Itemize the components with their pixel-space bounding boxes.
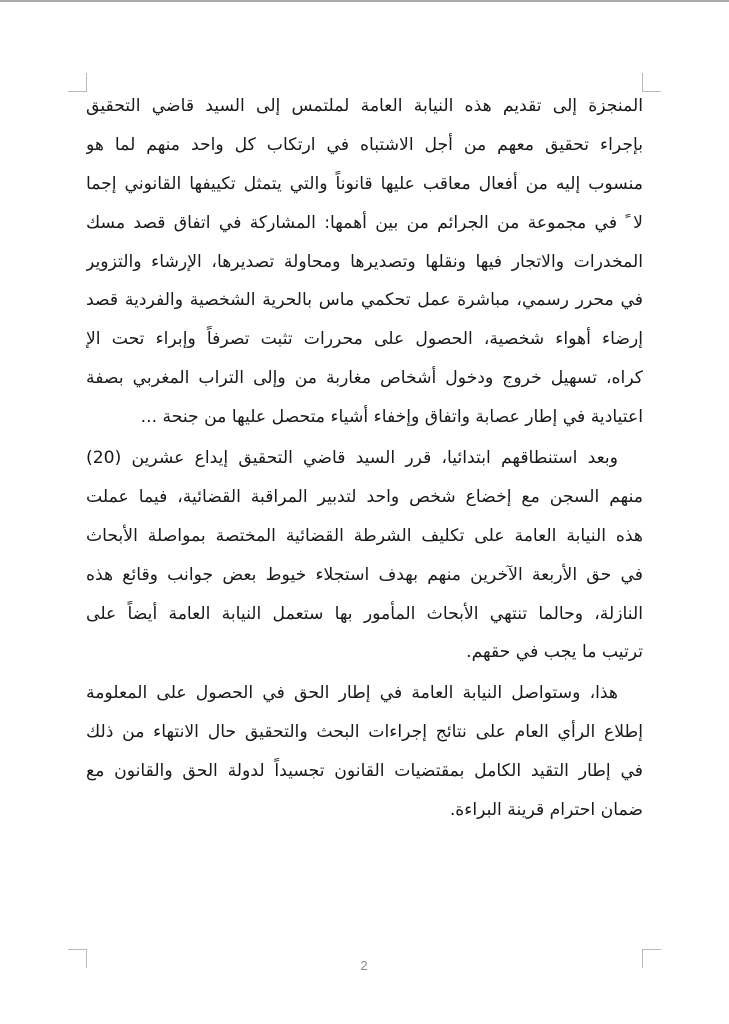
paragraph-1 bbox=[86, 87, 643, 437]
document-body[interactable] bbox=[86, 87, 643, 830]
text-line: ضمان احترام قرينة البراءة. bbox=[449, 800, 643, 821]
text-line: منهم السجن مع إخضاع شخص واحد لتدبير المراقبة القضائية، فيما عملت bbox=[86, 486, 643, 507]
text-line: منسوب إليه من أفعال معاقب عليها قانوناً والتي يتمثل تكييفها القانوني إجما bbox=[86, 173, 643, 194]
text-line: النازلة، وحالما تنتهي الأبحاث المأمور بها ستعمل النيابة العامة أيضاً على bbox=[86, 603, 643, 624]
text-line: هذه النيابة العامة على تكليف الشرطة القضائية المختصة بمواصلة الأبحاث bbox=[86, 525, 643, 546]
window-top-edge bbox=[0, 0, 729, 2]
text-line: المنجزة إلى تقديم هذه النيابة العامة لملتمس إلى السيد قاضي التحقيق bbox=[86, 96, 643, 116]
paragraph-2 bbox=[86, 439, 643, 672]
text-line: المخدرات والاتجار فيها ونقلها وتصديرها ومحاولة تصديرها، الإرشاء والتزوير bbox=[86, 251, 643, 272]
text-line: لا ً في مجموعة من الجرائم من بين أهمها: المشاركة في اتفاق قصد مسك bbox=[86, 212, 643, 233]
text-line: في إطار التقيد الكامل بمقتضيات القانون تجسيداً لدولة الحق والقانون مع bbox=[86, 761, 643, 782]
text-line: كراه، تسهيل خروج ودخول أشخاص مغاربة من وإلى التراب المغربي بصفة bbox=[86, 368, 643, 389]
margin-corner-mark-bottom-left bbox=[68, 949, 87, 968]
margin-corner-mark-top-left bbox=[68, 73, 87, 92]
text-line: وبعد استنطاقهم ابتدائيا، قرر السيد قاضي التحقيق إيداع عشرين (20) bbox=[86, 448, 618, 469]
text-line: بإجراء تحقيق معهم من أجل الاشتباه في ارتكاب كل واحد منهم لما هو bbox=[86, 134, 643, 155]
margin-corner-mark-top-right bbox=[642, 73, 661, 92]
text-line: اعتيادية في إطار عصابة واتفاق وإخفاء أشياء متحصل عليها من جنحة ... bbox=[140, 407, 643, 428]
page-number: 2 bbox=[360, 958, 368, 973]
margin-corner-mark-bottom-right bbox=[642, 949, 661, 968]
text-line: هذا، وستواصل النيابة العامة في إطار الحق في الحصول على المعلومة bbox=[86, 683, 618, 704]
text-line: إرضاء أهواء شخصية، الحصول على محررات تثبت تصرفاً وإبراء تحت الإ bbox=[86, 329, 643, 350]
text-line: في محرر رسمي، مباشرة عمل تحكمي ماس بالحرية الشخصية والفردية قصد bbox=[86, 290, 643, 311]
paragraph-3 bbox=[86, 674, 643, 830]
text-line: ترتيب ما يجب في حقهم. bbox=[466, 642, 643, 663]
text-line: في حق الأربعة الآخرين منهم بهدف استجلاء خيوط بعض جوانب وقائع هذه bbox=[86, 564, 643, 585]
document-page bbox=[0, 3, 729, 1024]
text-line: إطلاع الرأي العام على نتائج إجراءات البحث والتحقيق حال الانتهاء من ذلك bbox=[86, 722, 643, 743]
